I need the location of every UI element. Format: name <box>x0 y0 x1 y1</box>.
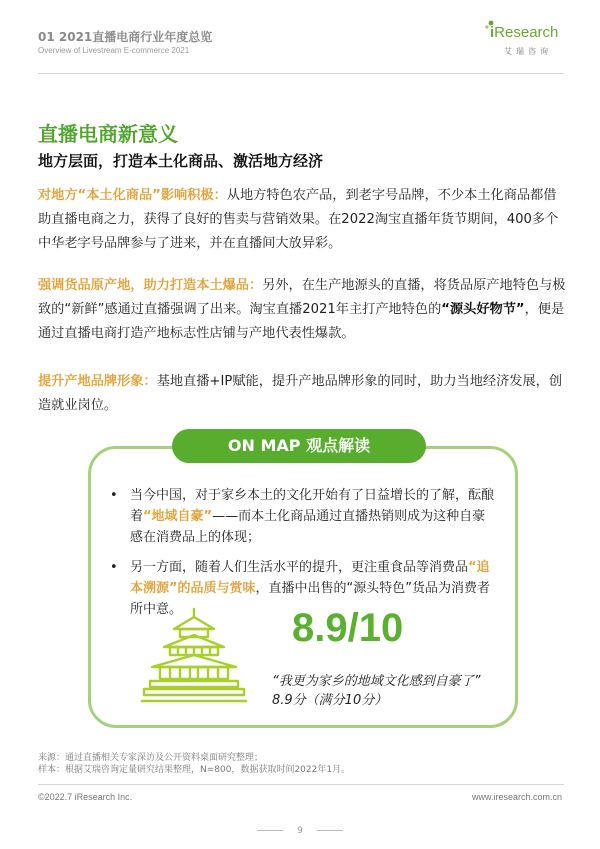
copyright: ©2022.7 iResearch Inc. <box>38 792 133 802</box>
header-divider <box>38 73 564 74</box>
paragraph-text: 基地直播+IP赋能，提升产地品牌形象的同时，助力当地经济发展，创造就业岗位。 <box>38 374 563 413</box>
report-title: 01 2021直播电商行业年度总览 <box>38 30 213 44</box>
survey-quote: “我更为家乡的地域文化感到自豪了” 8.9分（满分10分） <box>272 674 481 708</box>
list-item: • 当今中国，对于家乡本土的文化开始有了日益增长的了解，酝酿着“地域自豪”——而本土化商品通过直播热销则成为这种自豪感在消费品上的体现； <box>108 485 498 548</box>
report-subtitle: Overview of Livestream E-commerce 2021 <box>38 46 190 55</box>
footer-divider <box>38 784 564 785</box>
section-title: 直播电商新意义 <box>38 122 178 146</box>
paragraph-lead: 强调货品原产地，助力打造本土爆品： <box>38 278 263 293</box>
logo-wordmark: iResearch <box>490 24 559 41</box>
onmap-title: ON MAP 观点解读 <box>172 429 426 463</box>
paragraph-text: ，便是通过直播电商打造产地标志性店铺与产地代表性爆款。 <box>38 302 565 341</box>
page-number: 9 <box>0 826 600 836</box>
paragraph-text: 从地方特色农产品，到老字号品牌，不少本土化商品都借助直播电商之力，获得了良好的售卖与营销效果。在2022淘宝直播年货节期间，400多个中华老字号品牌参与了进来，并在直播间大放异彩。 <box>38 188 559 251</box>
paragraph-lead: 对地方“本土化商品”影响积极： <box>38 188 227 203</box>
paragraph-text: 另外，在生产地源头的直播，将货品原产地特色与极致的“新鲜”感通过直播强调了出来。淘宝直播2021年主打产地特色的 <box>38 278 566 317</box>
source-note: 来源：通过直播相关专家深访及公开资料桌面研究整理； 样本：根据艾瑞咨询定量研究结果整理，N=800，数据获取时间2022年1月。 <box>38 753 351 775</box>
paragraph-local-products <box>38 184 566 256</box>
website-link[interactable]: www.iresearch.com.cn <box>471 792 562 802</box>
list-item: • 另一方面，随着人们生活水平的提升，更注重食品等消费品“追本溯源”的品质与赏味，直播中出售的“源头特色”货品为消费者所中意。 <box>108 557 498 620</box>
satisfaction-score: 8.9/10 <box>292 606 404 650</box>
temple-icon <box>140 607 248 705</box>
paragraph-brand-image <box>38 370 566 418</box>
paragraph-origin <box>38 274 566 346</box>
iresearch-logo <box>482 22 564 62</box>
festival-name: “源头好物节” <box>441 302 525 317</box>
logo-chinese-name: 艾瑞咨询 <box>504 47 552 56</box>
paragraph-lead: 提升产地品牌形象： <box>38 374 157 389</box>
section-subtitle: 地方层面，打造本土化商品、激活地方经济 <box>38 152 324 170</box>
